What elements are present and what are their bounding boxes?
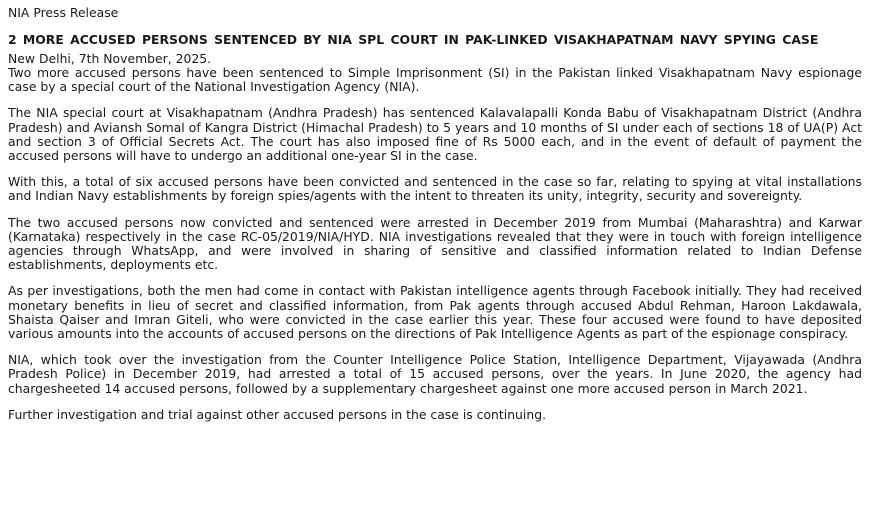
dateline: New Delhi, 7th November, 2025.	[8, 50, 212, 66]
press-release-label: NIA Press Release	[8, 5, 119, 20]
paragraph-ongoing-trial: Further investigation and trial against other accused persons in the case is continuing.	[8, 406, 547, 422]
paragraph-total-convicted: With this, a total of six accused persons have been convicted and sentenced in the case so far, relating to spying at vital installations and Indian Navy establishments by foreign spies/agents with the intent to threaten its unity, integrity, security and sovereignty.	[8, 174, 862, 204]
paragraph-sentencing: The NIA special court at Visakhapatnam (Andhra Pradesh) has sentenced Kalavalapalli Konda Babu of Visakhapatnam District (Andhra Pradesh) and Aviansh Somal of Kangra District (Himachal Pradesh) to 5 years and 10 months of SI under each of sections 18 of UA(P) Act and section 3 of Official Secrets Act. The court has also imposed fine of Rs 5000 each, and in the event of default of payment the accused persons will have to undergo an additional one-year SI in the case.	[8, 105, 862, 163]
paragraph-case-history: NIA, which took over the investigation from the Counter Intelligence Police Station, Intelligence Department, Vijayawada (Andhra Pradesh Police) in December 2019, had arrested a total of 15 accused persons, over the years. In June 2020, the agency had chargesheeted 14 accused persons, followed by a supplementary chargesheet against one more accused person in March 2021.	[8, 352, 862, 396]
paragraph-arrest-details: The two accused persons now convicted and sentenced were arrested in December 2019 from Mumbai (Maharashtra) and Karwar (Karnataka) respectively in the case RC-05/2019/NIA/HYD. NIA investigations revealed that they were in touch with foreign intelligence agencies through WhatsApp, and were involved in sharing of sensitive and classified information related to Indian Defense establishments, deployments etc.	[8, 214, 862, 273]
press-release-title: 2 MORE ACCUSED PERSONS SENTENCED BY NIA SPL COURT IN PAK-LINKED VISAKHAPATNAM NAVY SPYING CASE	[8, 32, 819, 48]
paragraph-intro: Two more accused persons have been sentenced to Simple Imprisonment (SI) in the Pakistan linked Visakhapatnam Navy espionage case by a special court of the National Investigation Agency (NIA).	[8, 64, 862, 95]
paragraph-investigation-findings: As per investigations, both the men had come in contact with Pakistan intelligence agents through Facebook initially. They had received monetary benefits in lieu of secret and classified information, from Pak agents through accused Abdul Rehman, Haroon Lakdawala, Shaista Qaiser and Imran Giteli, who were convicted in the case earlier this year. These four accused were found to have deposited various amounts into the accounts of accused persons on the directions of Pak Intelligence Agents as part of the espionage conspiracy.	[8, 283, 862, 341]
